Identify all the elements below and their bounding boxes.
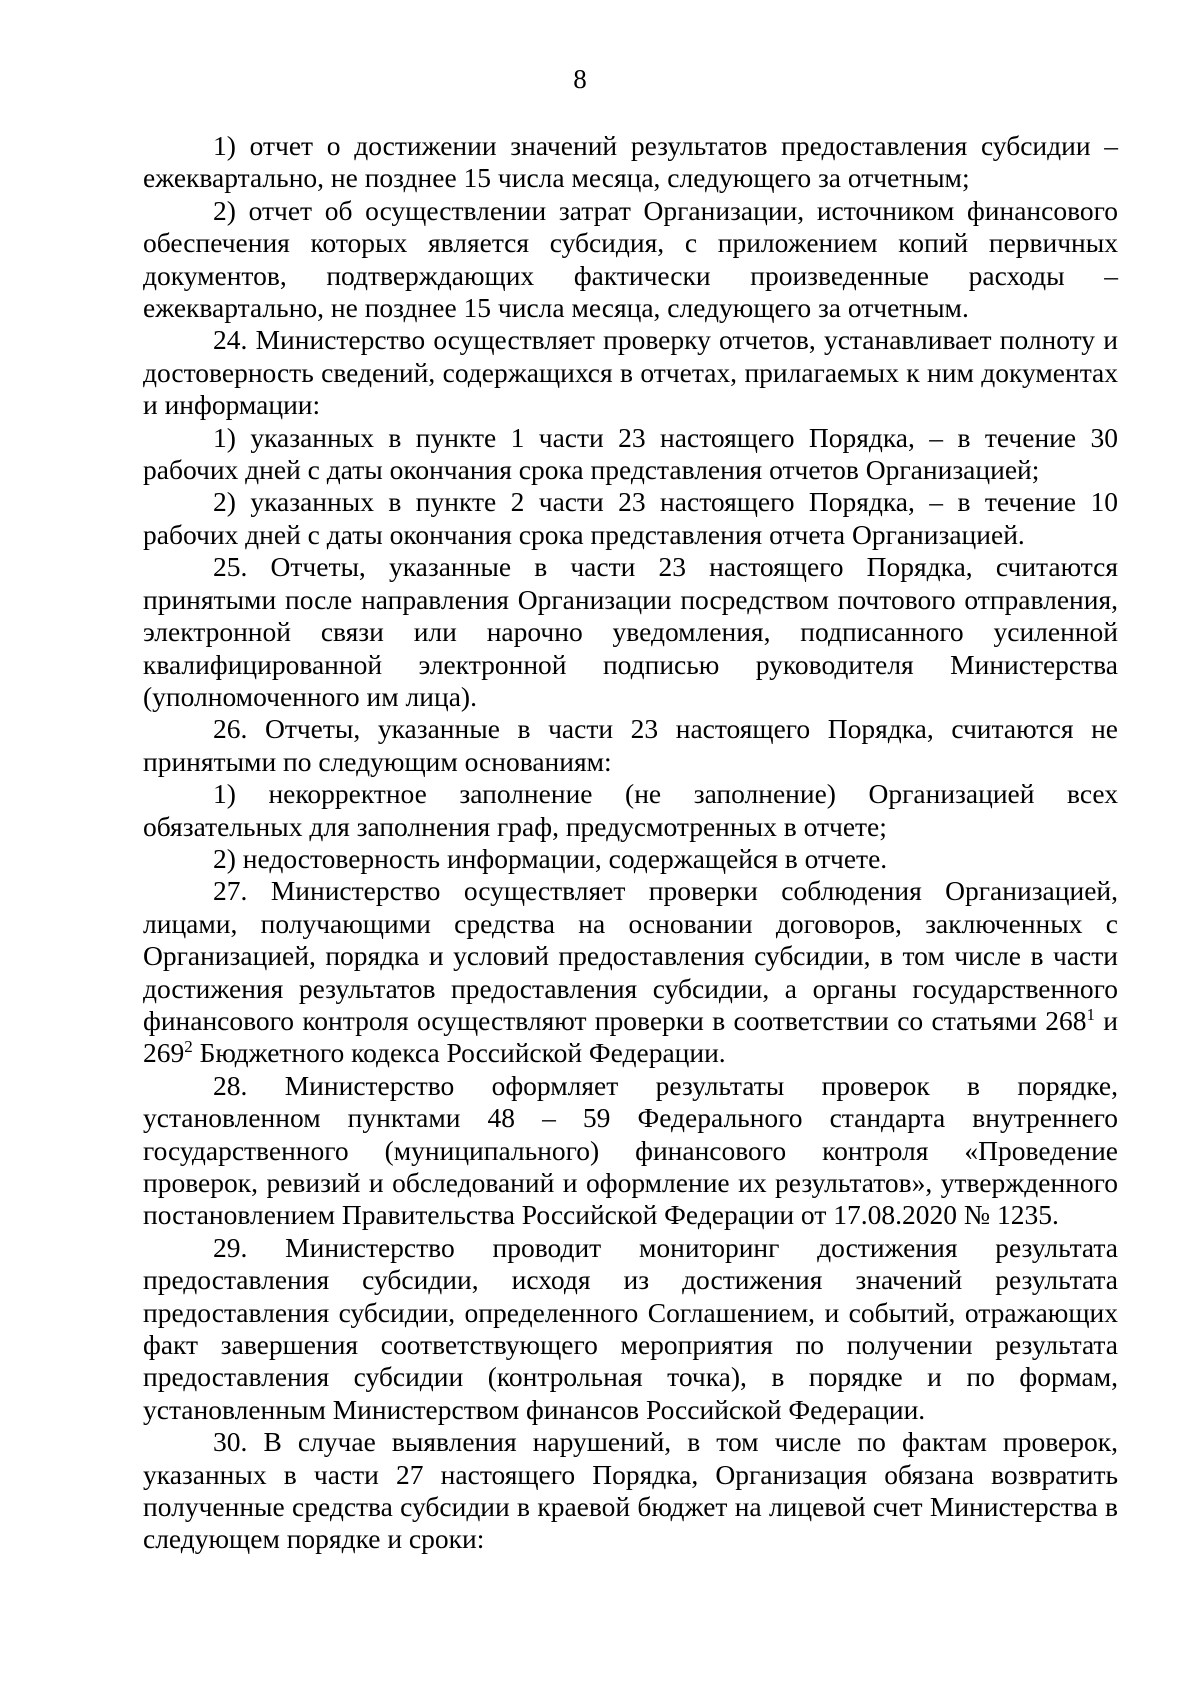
- paragraph-27-text-1: 27. Министерство осуществляет проверки соблюдения Организацией, лицами, получающими средства на основании договоров, заключенных с Организацией, порядка и условий предоставления субсидии, в том числе в части достижения результатов предоставления субсидии, а органы государственного финансового контроля осуществляют проверки в соответствии со статьями 268: [143, 875, 1118, 1036]
- paragraph-report-costs: 2) отчет об осуществлении затрат Организации, источником финансового обеспечения которых является субсидия, с приложением копий первичных документов, подтверждающих фактически произведенные расходы – ежеквартально, не позднее 15 числа месяца, следующего за отчетным.: [143, 194, 1118, 324]
- paragraph-24-item-2: 2) указанных в пункте 2 части 23 настоящего Порядка, – в течение 10 рабочих дней с даты окончания срока представления отчета Организацией.: [143, 486, 1118, 550]
- paragraph-28: 28. Министерство оформляет результаты проверок в порядке, установленном пунктами 48 – 59 Федерального стандарта внутреннего государственного (муниципального) финансового контроля «Проведение проверок, ревизий и обследований и оформление их результатов», утвержденного постановлением Правительства Российской Федерации от 17.08.2020 № 1235.: [143, 1069, 1118, 1231]
- paragraph-report-results: 1) отчет о достижении значений результатов предоставления субсидии – ежеквартально, не позднее 15 числа месяца, следующего за отчетным;: [143, 130, 1118, 194]
- paragraph-27: [143, 875, 1118, 1069]
- paragraph-24-item-1: 1) указанных в пункте 1 части 23 настоящего Порядка, – в течение 30 рабочих дней с даты окончания срока представления отчетов Организацией;: [143, 421, 1118, 486]
- paragraph-29: 29. Министерство проводит мониторинг достижения результата предоставления субсидии, исходя из достижения значений результата предоставления субсидии, определенного Соглашением, и событий, отражающих факт завершения соответствующего мероприятия по получении результата предоставления субсидии (контрольная точка), в порядке и по формам, установленным Министерством финансов Российской Федерации.: [143, 1231, 1118, 1425]
- paragraph-25: 25. Отчеты, указанные в части 23 настоящего Порядка, считаются принятыми после направления Организации посредством почтового отправления, электронной связи или нарочно уведомления, подписанного усиленной квалифицированной электронной подписью руководителя Министерства (уполномоченного им лица).: [143, 551, 1118, 712]
- document-body: [143, 130, 1118, 1556]
- paragraph-27-text-3: Бюджетного кодекса Российской Федерации.: [192, 1037, 726, 1069]
- page-number: 8: [573, 64, 587, 94]
- superscript-2: 2: [184, 1037, 193, 1057]
- paragraph-27-text-2: и 269: [143, 1004, 1119, 1069]
- paragraph-24: 24. Министерство осуществляет проверку отчетов, устанавливает полноту и достоверность сведений, содержащихся в отчетах, прилагаемых к ним документах и информации:: [143, 324, 1118, 421]
- paragraph-26-item-1: 1) некорректное заполнение (не заполнение) Организацией всех обязательных для заполнения граф, предусмотренных в отчете;: [143, 778, 1118, 842]
- paragraph-26: 26. Отчеты, указанные в части 23 настоящего Порядка, считаются не принятыми по следующим основаниям:: [143, 713, 1118, 777]
- paragraph-30: 30. В случае выявления нарушений, в том числе по фактам проверок, указанных в части 27 настоящего Порядка, Организация обязана возвратить полученные средства субсидии в краевой бюджет на лицевой счет Министерства в следующем порядке и сроки:: [143, 1426, 1118, 1555]
- superscript-1: 1: [1086, 1004, 1095, 1024]
- paragraph-26-item-2: 2) недостоверность информации, содержащейся в отчете.: [213, 842, 888, 874]
